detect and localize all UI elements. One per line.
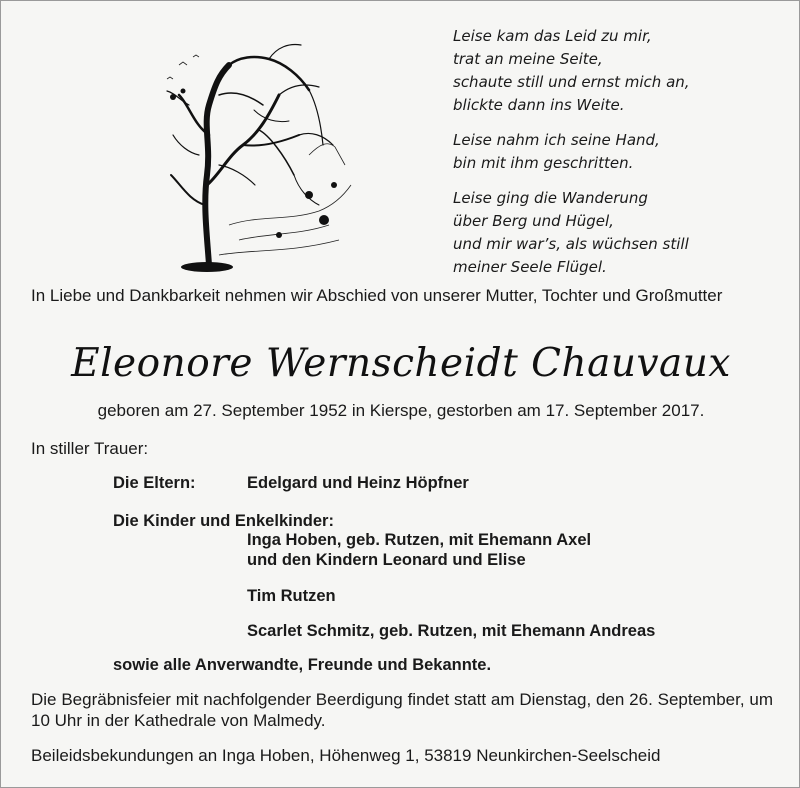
children-label: Die Kinder und Enkelkinder: bbox=[113, 512, 334, 530]
other-mourners: sowie alle Anverwandte, Freunde und Bekannte. bbox=[113, 656, 492, 674]
poem-line: blickte dann ins Weite. bbox=[453, 96, 625, 114]
child-2: Tim Rutzen bbox=[247, 587, 336, 605]
birth-death-dates: geboren am 27. September 1952 in Kierspe, gestorben am 17. September 2017. bbox=[97, 401, 705, 420]
parents-label: Die Eltern: bbox=[113, 474, 196, 492]
intro-text: In Liebe und Dankbarkeit nehmen wir Abschied von unserer Mutter, Tochter und Großmutter bbox=[31, 286, 723, 305]
condolence-address: Beileidsbekundungen an Inga Hoben, Höhenweg 1, 53819 Neunkirchen-Seelscheid bbox=[31, 746, 661, 765]
poem-line: Leise kam das Leid zu mir, bbox=[453, 27, 652, 45]
poem-line: bin mit ihm geschritten. bbox=[453, 154, 634, 172]
deceased-name: Eleonore Wernscheidt Chauvaux bbox=[71, 341, 731, 386]
poem bbox=[453, 25, 783, 291]
child-3: Scarlet Schmitz, geb. Rutzen, mit Ehemann Andreas bbox=[247, 622, 656, 640]
poem-stanza-3 bbox=[453, 187, 783, 279]
parents-names: Edelgard und Heinz Höpfner bbox=[247, 474, 469, 492]
poem-line: und mir war’s, als wüchsen still bbox=[453, 235, 689, 253]
mourning-label: In stiller Trauer: bbox=[31, 439, 149, 458]
child-1-line-1: Inga Hoben, geb. Rutzen, mit Ehemann Axel bbox=[247, 531, 592, 549]
poem-stanza-1 bbox=[453, 25, 783, 117]
poem-line: meiner Seele Flügel. bbox=[453, 258, 607, 276]
tree-illustration bbox=[159, 35, 355, 273]
poem-stanza-2 bbox=[453, 129, 783, 175]
poem-line: Leise ging die Wanderung bbox=[453, 189, 648, 207]
funeral-info: Die Begräbnisfeier mit nachfolgender Beerdigung findet statt am Dienstag, den 26. September, um 10 Uhr in der Kathedrale von Malmedy. bbox=[31, 690, 773, 730]
poem-line: Leise nahm ich seine Hand, bbox=[453, 131, 660, 149]
poem-line: schaute still und ernst mich an, bbox=[453, 73, 690, 91]
child-1-line-2: und den Kindern Leonard und Elise bbox=[247, 551, 526, 569]
poem-line: über Berg und Hügel, bbox=[453, 212, 614, 230]
poem-line: trat an meine Seite, bbox=[453, 50, 603, 68]
